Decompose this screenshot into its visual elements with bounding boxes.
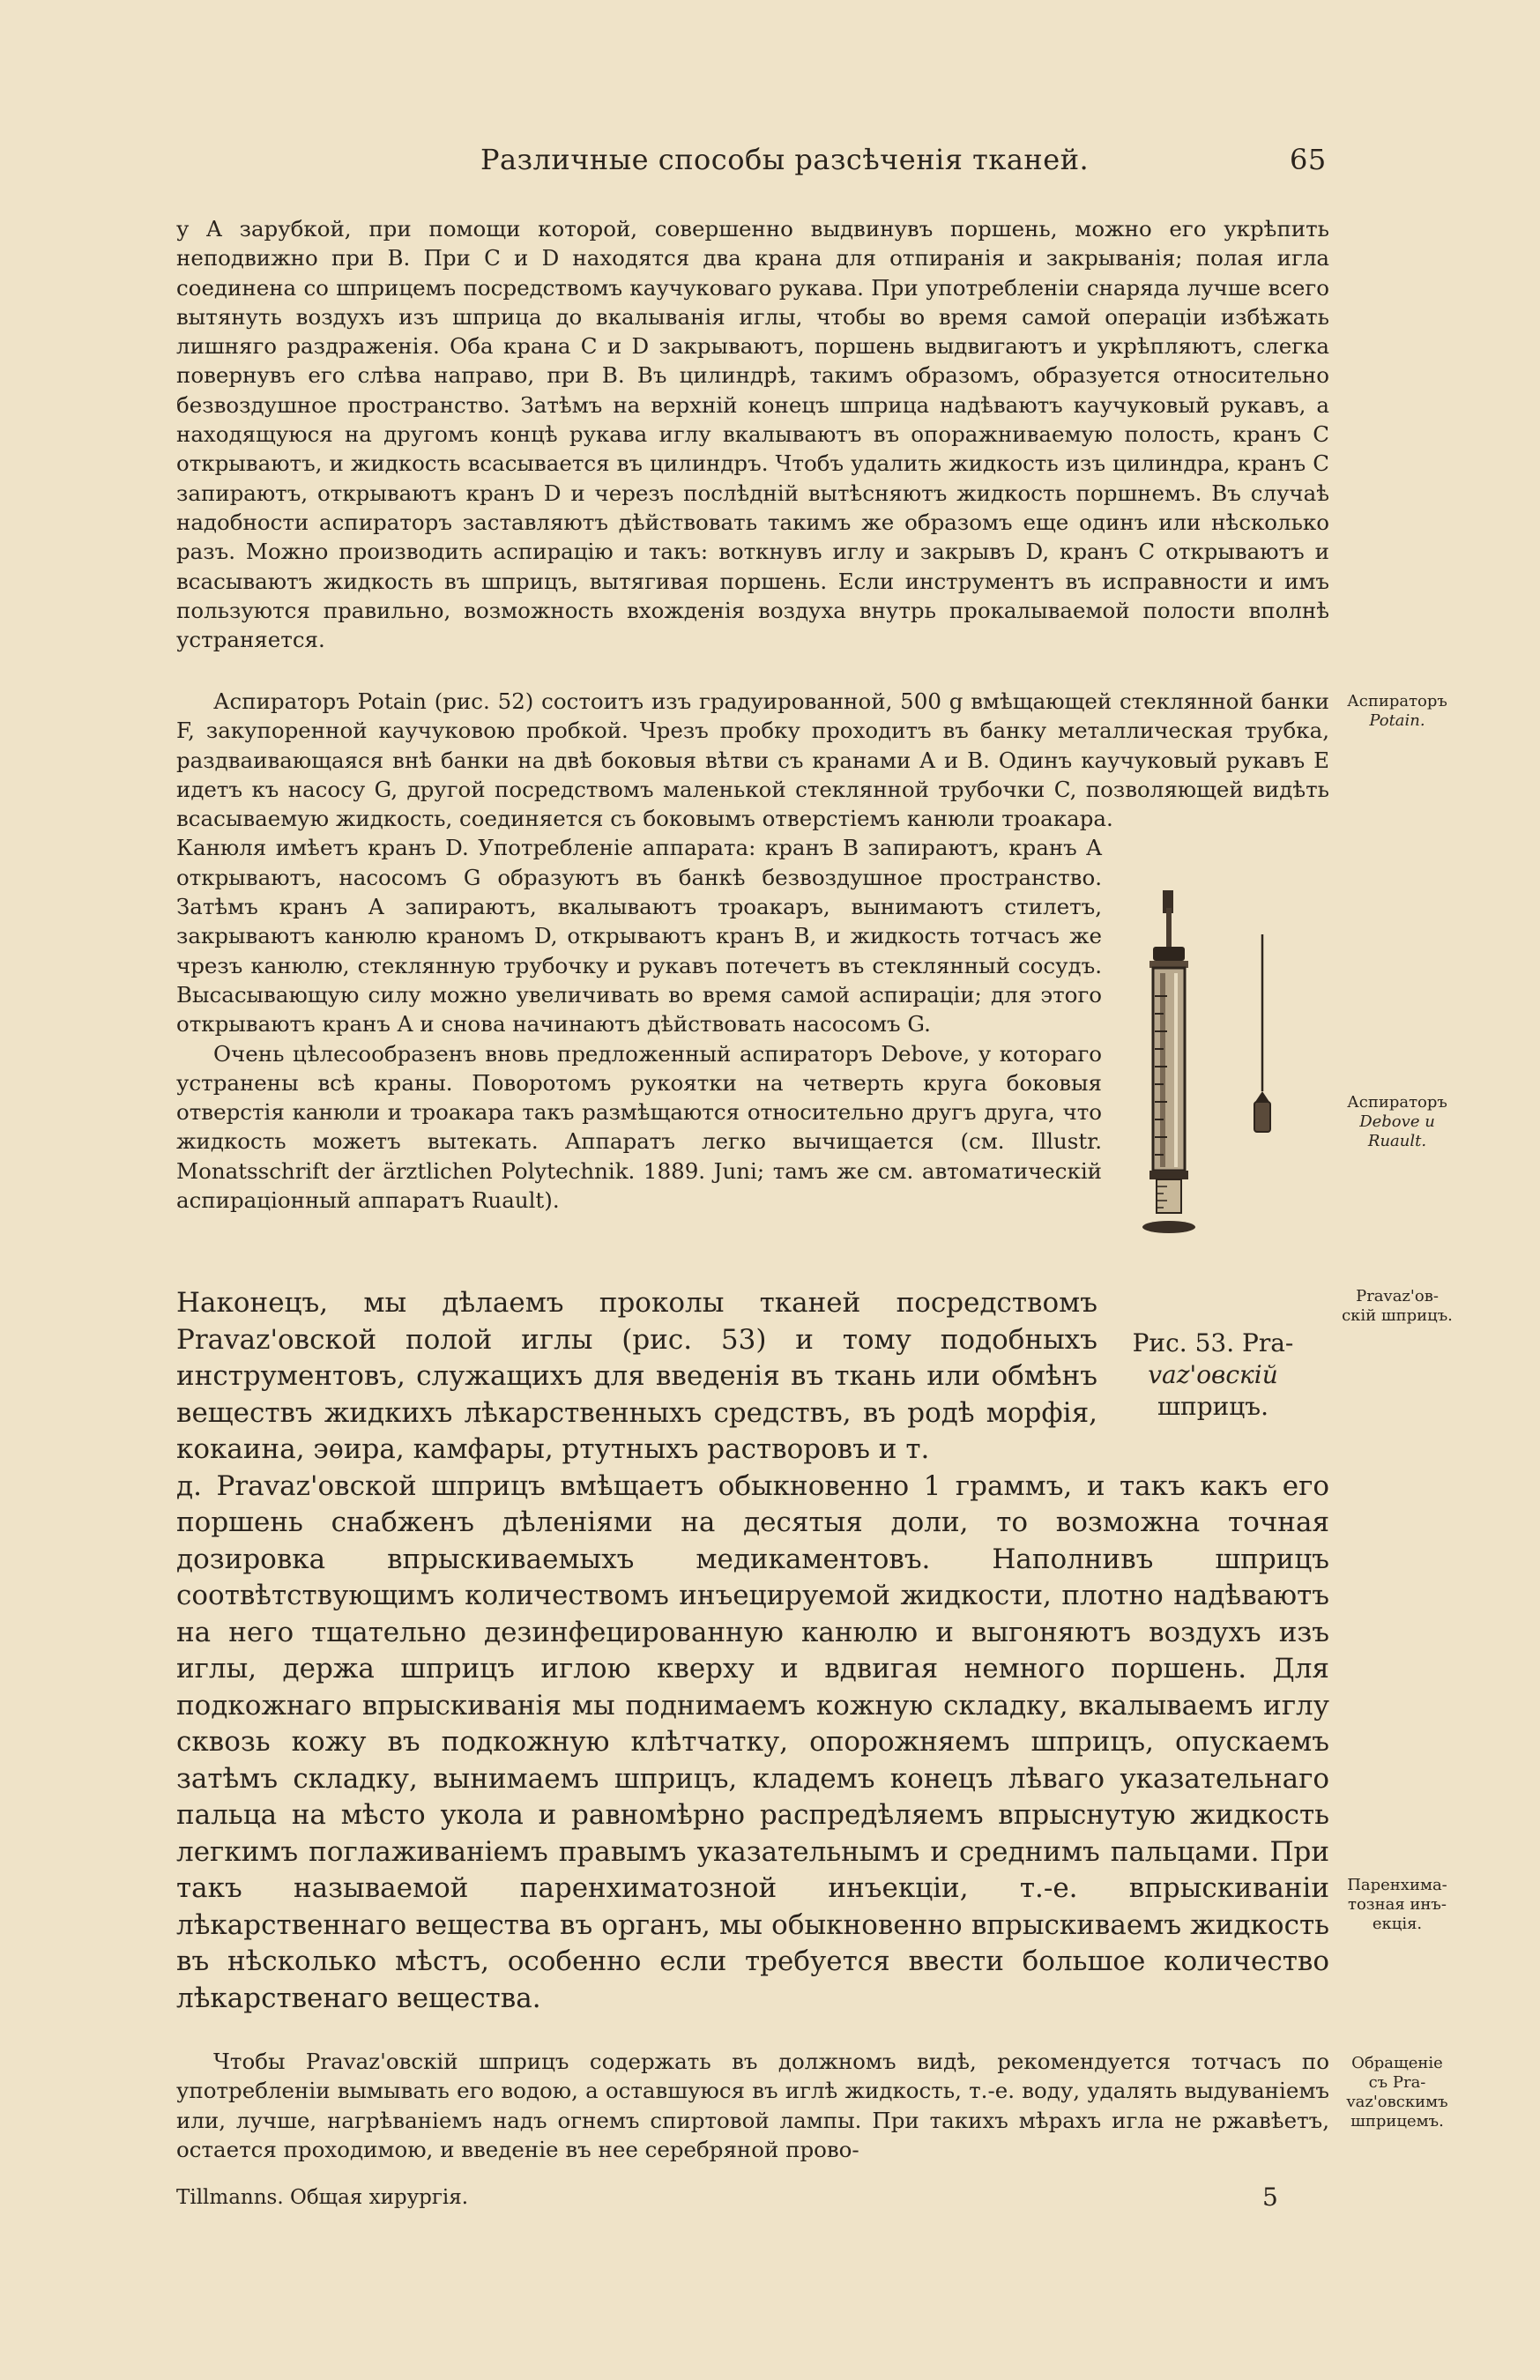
margin-note-line: шприцемъ.: [1350, 2112, 1444, 2131]
caption-line: Рис. 53. Pra-: [1132, 1328, 1294, 1357]
footer-signature: 5: [1262, 2183, 1278, 2212]
paragraph-potain-narrow: Канюля имѣетъ кранъ D. Употребленіе аппарата: кранъ B запираютъ, кранъ A открываютъ, насосомъ G образуютъ въ банкѣ безвоздушное пространство. Затѣмъ кранъ A запираютъ, вкалываютъ троакаръ, вынимаютъ стилетъ, закрываютъ канюлю краномъ D, открываютъ кранъ B, и жидкость тотчасъ же чрезъ канюлю, стеклянную трубочку и рукавъ потечетъ въ стеклянный сосудъ. Высасывающую силу можно увеличивать во время самой аспираціи; для этого открываютъ кранъ A и снова начинаютъ дѣйствовать насосомъ G.: [176, 835, 1102, 1038]
plunger-rod: [1166, 908, 1172, 950]
margin-note-line: Обращеніе: [1351, 2054, 1443, 2072]
margin-note-line: скій шприцъ.: [1342, 1306, 1453, 1325]
paragraph-pravaz-narrow: Наконецъ, мы дѣлаемъ проколы тканей посредствомъ Pravaz'овской полой иглы (рис. 53) и тому подобныхъ инструментовъ, служащихъ для введенія въ ткань или обмѣнъ веществъ жидкихъ лѣкарственныхъ средствъ, въ родѣ морфія, кокаина, эѳира, камфары, ртутныхъ растворовъ и т.: [176, 1287, 1097, 1465]
margin-note-pravaz: [1335, 1287, 1459, 1326]
margin-note-debove: [1335, 1093, 1459, 1151]
figure-pravaz-syringe: [1102, 881, 1313, 1252]
syringe-illustration: [1102, 881, 1313, 1252]
paragraph-text: у A зарубкой, при помощи которой, совершенно выдвинувъ поршень, можно его укрѣпить неподвижно при B. При C и D находятся два крана для отпиранія и закрыванія; полая игла соединена со шприцемъ посредствомъ каучуковаго рукава. При употребленіи снаряда лучше всего вытянуть воздухъ изъ шприца до вкалыванія иглы, чтобы во время самой операціи избѣжать лишняго раздраженія. Оба крана C и D закрываютъ, поршень выдвигаютъ и укрѣпляютъ, слегка повернувъ его слѣва направо, при B. Въ цилиндрѣ, такимъ образомъ, образуется относительно безвоздушное пространство. Затѣмъ на верхній конецъ шприца надѣваютъ каучуковый рукавъ, а находящуюся на другомъ концѣ рукава иглу вкалываютъ въ опоражниваемую полость, кранъ C открываютъ, и жидкость всасывается въ цилиндръ. Чтобъ удалить жидкость изъ цилиндра, кранъ C запираютъ, открываютъ кранъ D и черезъ послѣдній вытѣсняютъ жидкость поршнемъ. Въ случаѣ надобности аспираторъ заставляютъ дѣйствовать такимъ же образомъ еще одинъ или нѣсколько разъ. Можно производить аспирацію и такъ: воткнувъ иглу и закрывъ D, кранъ C открываютъ и всасываютъ жидкость въ шприцъ, вытягивая поршень. Если инструментъ въ исправности и имъ пользуются правильно, возможность вхожденія воздуха внутрь прокалываемой полости вполнѣ устраняется.: [176, 216, 1329, 653]
margin-note-line: екція.: [1372, 1915, 1423, 1933]
margin-note-line: vaz'овскимъ: [1346, 2093, 1448, 2111]
caption-line: шприцъ.: [1157, 1392, 1268, 1421]
paragraph-debove: Очень цѣлесообразенъ вновь предложенный аспираторъ Debove, у котораго устранены всѣ краны. Поворотомъ рукоятки на четверть круга боковыя отверстія канюли и троакара такъ размѣщаются относительно другъ друга, что жидкость можетъ вытекать. Аппаратъ легко вычищается (см. Illustr. Monatsschrift der ärztlichen Polytechnik. 1889. Juni; тамъ же см. автоматическій аспираціонный аппаратъ Ruault).: [176, 1040, 1102, 1214]
needle-hub-top: [1255, 1091, 1269, 1102]
margin-note-line: Паренхима-: [1347, 1876, 1447, 1894]
margin-note-potain: [1335, 692, 1459, 731]
figure-caption: [1125, 1328, 1301, 1423]
running-head: [176, 143, 1499, 178]
margin-note-line: Debove и: [1359, 1112, 1435, 1131]
syringe-barrel: [1153, 968, 1185, 1171]
needle-hub: [1254, 1102, 1270, 1132]
paragraph-text: Чтобы Pravaz'овскій шприцъ содержать въ должномъ видѣ, рекомендуется тотчасъ по употребленіи вымывать его водою, а оставшуюся въ иглѣ жидкость, т.-е. воду, удалять выдуваніемъ или, лучше, нагрѣваніемъ надъ огнемъ спиртовой лампы. При такихъ мѣрахъ игла не ржавѣетъ, остается проходимою, и введеніе въ нее серебряной прово-: [176, 2049, 1329, 2162]
paragraph-syringe-aspirator: [176, 214, 1329, 654]
margin-note-line: Аспираторъ: [1347, 1093, 1447, 1112]
margin-note-parenchymal: [1335, 1876, 1459, 1934]
margin-note-line: Potain.: [1369, 711, 1425, 730]
margin-note-line: Ruault.: [1367, 1132, 1427, 1150]
margin-note-line: Pravaz'ов-: [1356, 1287, 1439, 1305]
footer-author: Tillmanns. Общая хирургія.: [176, 2186, 469, 2209]
margin-note-line: тозная инъ-: [1348, 1895, 1447, 1914]
margin-note-care: [1335, 2054, 1459, 2131]
caption-line: vaz'овскій: [1148, 1360, 1278, 1389]
running-title: Различные способы разсѣченія тканей.: [480, 143, 1090, 176]
syringe-bottom-collar: [1149, 1171, 1188, 1179]
syringe-cap: [1153, 947, 1185, 961]
margin-note-line: Аспираторъ: [1347, 692, 1447, 710]
page-number: 65: [1290, 143, 1327, 176]
syringe-base: [1142, 1221, 1195, 1233]
paragraph-potain-wide: Аспираторъ Potain (рис. 52) состоитъ изъ градуированной, 500 g вмѣщающей стеклянной банки F, закупоренной каучуковою пробкой. Чрезъ пробку проходитъ въ банку металлическая трубка, раздваивающаяся внѣ банки на двѣ боковыя вѣтви съ кранами A и B. Одинъ каучуковый рукавъ E идетъ къ насосу G, другой посредствомъ маленькой стеклянной трубочки C, позволяющей видѣть всасываемую жидкость, соединяется съ боковымъ отверстіемъ канюли троакара.: [176, 688, 1329, 832]
margin-note-line: съ Pra-: [1368, 2073, 1426, 2092]
paragraph-pravaz-wide: д. Pravaz'овской шприцъ вмѣщаетъ обыкновенно 1 граммъ, и такъ какъ его поршень снабженъ дѣленіями на десятыя доли, то возможна точная дозировка впрыскиваемыхъ медикаментовъ. Наполнивъ шприцъ соотвѣтствующимъ количествомъ инъецируемой жидкости, плотно надѣваютъ на него тщательно дезинфецированную канюлю и выгоняютъ воздухъ изъ иглы, держа шприцъ иглою кверху и вдвигая немного поршень. Для подкожнаго впрыскиванія мы поднимаемъ кожную складку, вкалываемъ иглу сквозь кожу въ подкожную клѣтчатку, опорожняемъ шприцъ, опускаемъ затѣмъ складку, вынимаемъ шприцъ, кладемъ конецъ лѣваго указательнаго пальца на мѣсто укола и равномѣрно распредѣляемъ впрыснутую жидкость легкимъ поглаживаніемъ правымъ указательнымъ и среднимъ пальцами. При такъ называемой паренхиматозной инъекціи, т.-е. впрыскиваніи лѣкарственнаго вещества въ органъ, мы обыкновенно впрыскиваемъ жидкость въ нѣсколько мѣстъ, особенно если требуется ввести большое количество лѣкарственаго вещества.: [176, 1469, 1329, 2014]
paragraph-care: [176, 2047, 1329, 2164]
barrel-highlight: [1174, 973, 1178, 1167]
